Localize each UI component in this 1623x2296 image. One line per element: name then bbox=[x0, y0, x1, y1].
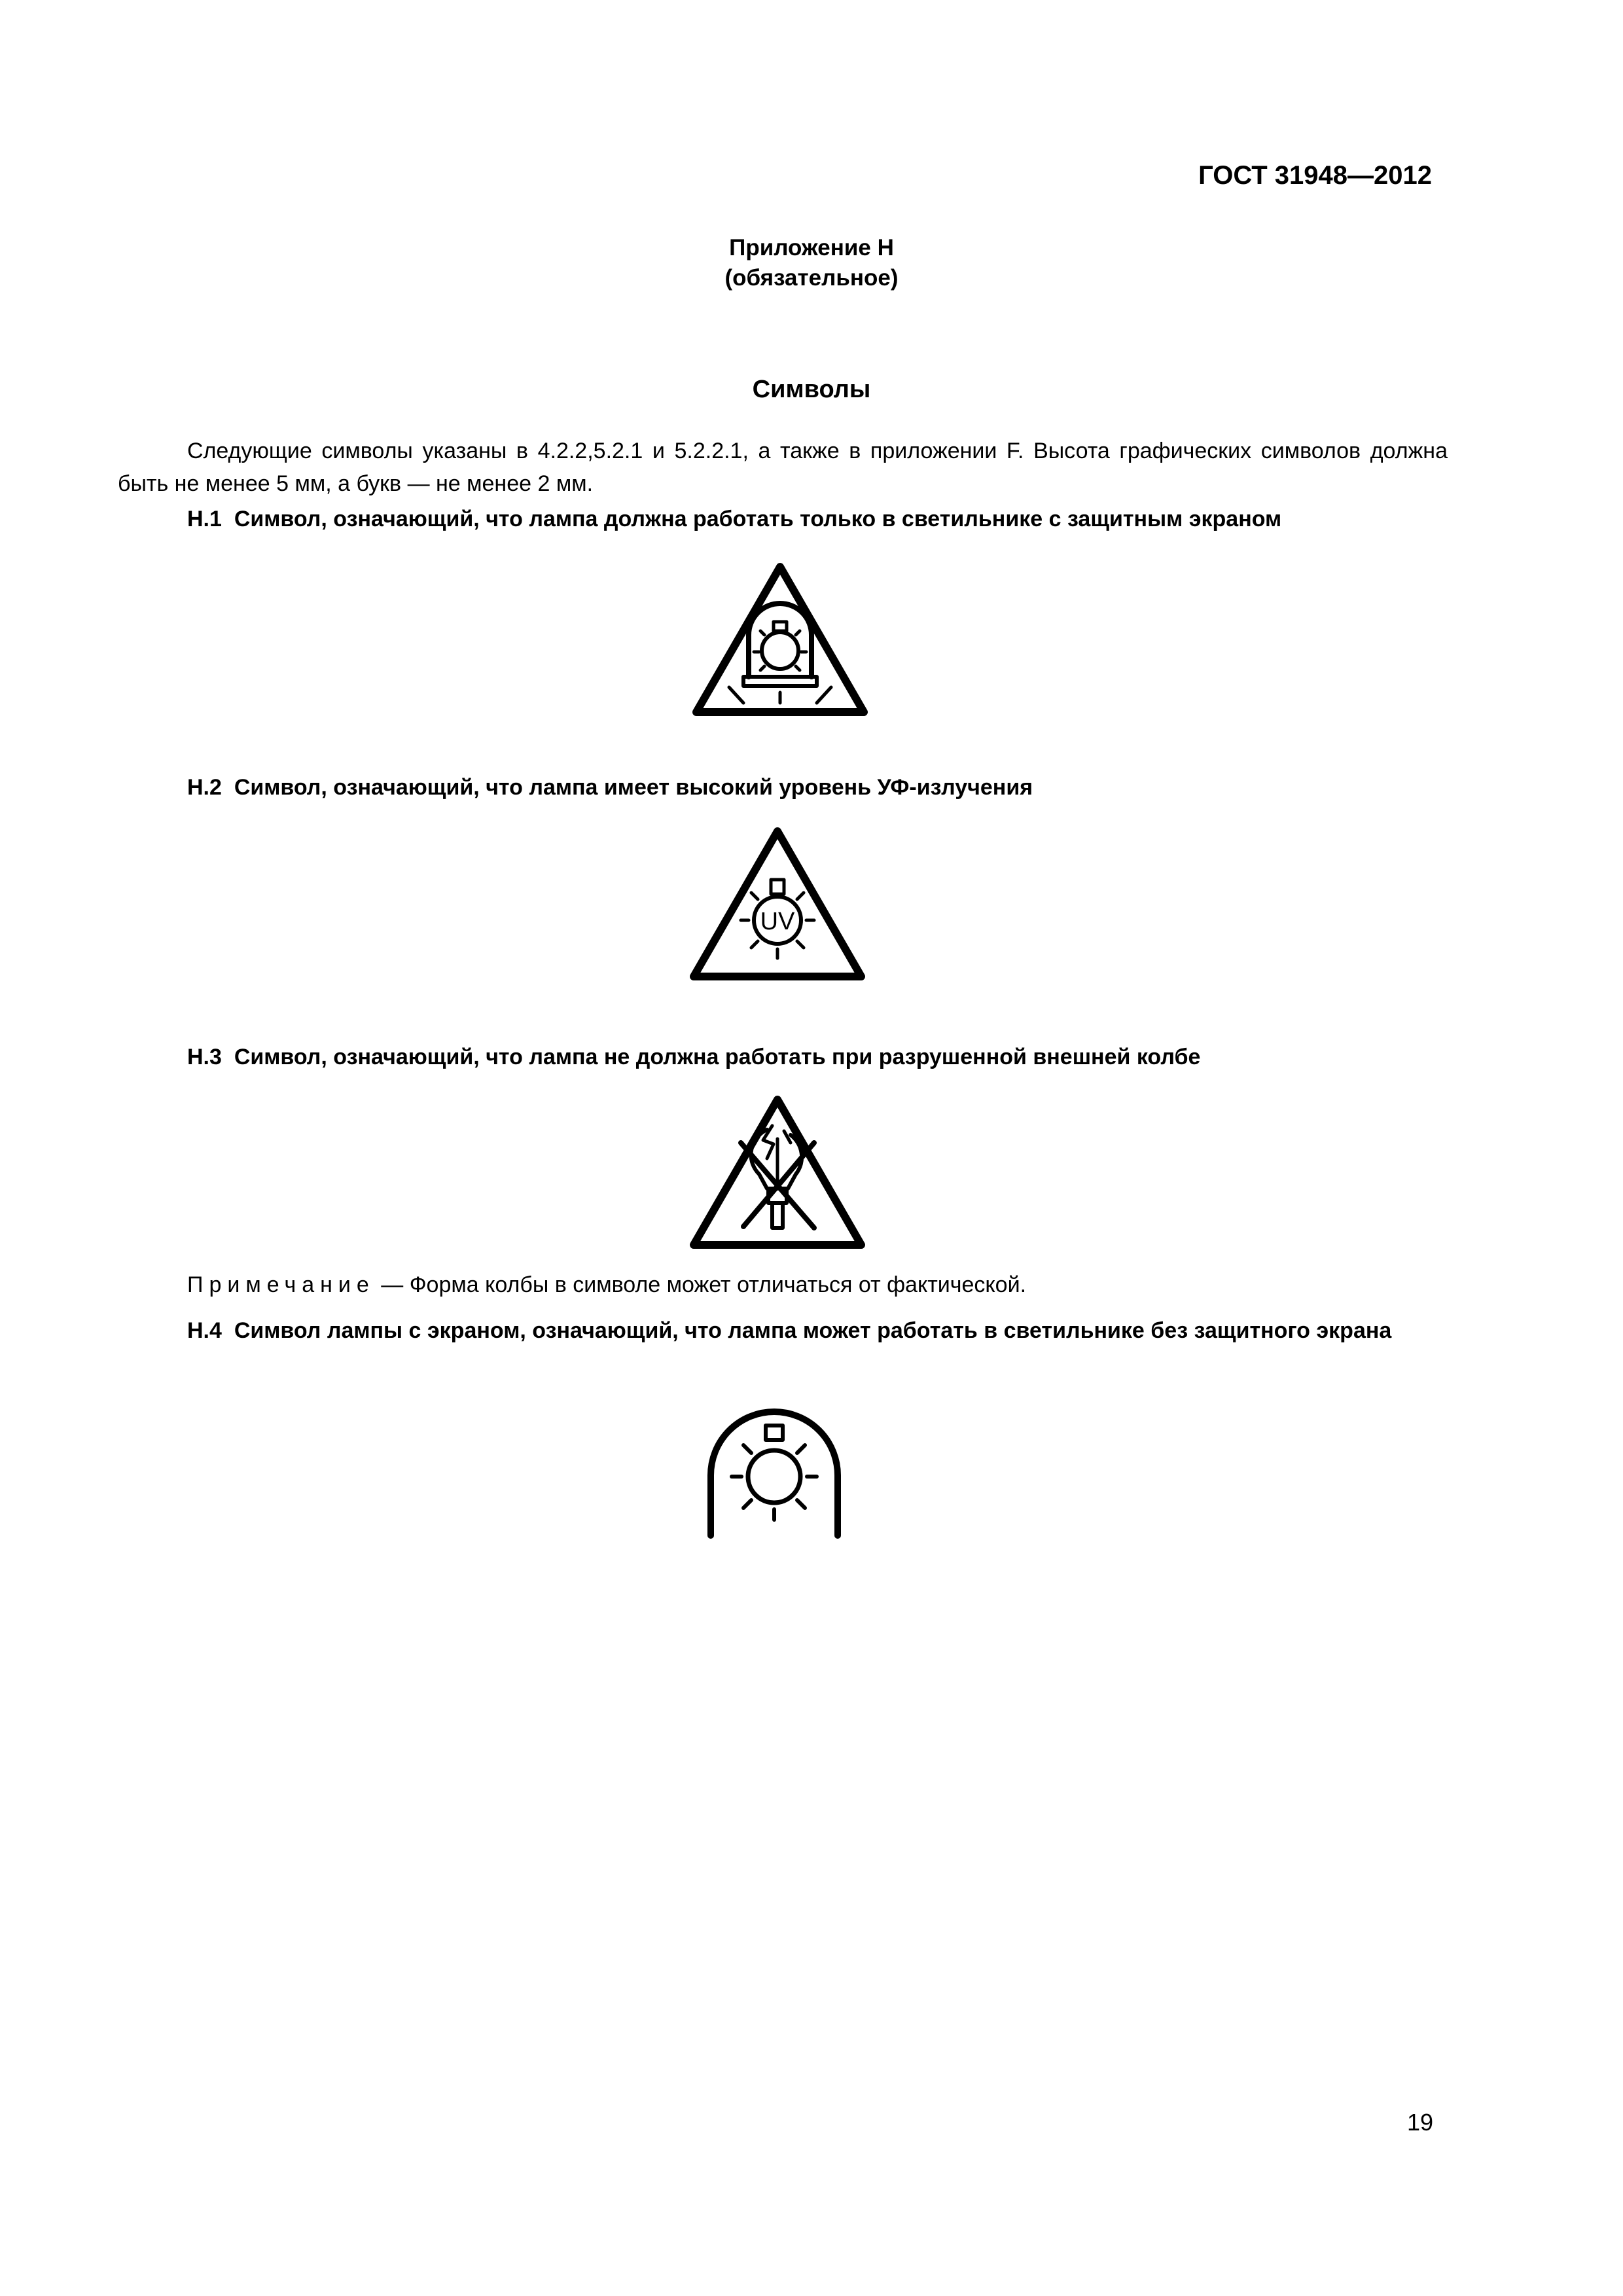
item-number: Н.4 bbox=[187, 1318, 222, 1343]
note-label: Примечание bbox=[187, 1272, 375, 1297]
item-text: Символ, означающий, что лампа не должна работать при разрушенной внешней колбе bbox=[234, 1045, 1201, 1069]
item-number: Н.1 bbox=[187, 507, 222, 531]
annex-title: Приложение Н bbox=[729, 235, 894, 260]
shielded-luminaire-only-icon bbox=[688, 558, 872, 721]
uv-label: UV bbox=[760, 908, 795, 935]
annex-status: (обязательное) bbox=[724, 265, 899, 291]
page-number: 19 bbox=[1406, 2109, 1433, 2136]
note-paragraph bbox=[118, 1268, 1448, 1301]
broken-bulb-prohibited-icon bbox=[686, 1090, 869, 1254]
note-text: — Форма колбы в символе может отличаться от фактической. bbox=[381, 1272, 1027, 1297]
item-number: Н.2 bbox=[187, 775, 222, 800]
section-title: Символы bbox=[752, 376, 871, 403]
item-h3-heading bbox=[118, 1041, 1448, 1073]
item-text: Символ лампы с экраном, означающий, что лампа может работать в светильнике без защитного экрана bbox=[234, 1318, 1392, 1343]
item-text: Символ, означающий, что лампа имеет высокий уровень УФ-излучения bbox=[234, 775, 1033, 800]
annex-heading bbox=[0, 233, 1623, 293]
item-h4-heading bbox=[118, 1314, 1448, 1347]
high-uv-icon bbox=[686, 822, 869, 986]
item-text: Символ, означающий, что лампа должна работать только в светильнике с защитным экраном bbox=[234, 507, 1282, 531]
intro-paragraph: Следующие символы указаны в 4.2.2,5.2.1 и 5.2.2.1, а также в приложении F. Высота графических символов должна быть не менее 5 мм, а букв — не менее 2 мм. bbox=[118, 439, 1448, 496]
item-h2-heading bbox=[118, 771, 1448, 804]
standard-id: ГОСТ 31948—2012 bbox=[1198, 161, 1432, 190]
item-number: Н.3 bbox=[187, 1045, 222, 1069]
item-h1-heading bbox=[118, 503, 1448, 535]
shielded-lamp-icon bbox=[699, 1402, 849, 1539]
